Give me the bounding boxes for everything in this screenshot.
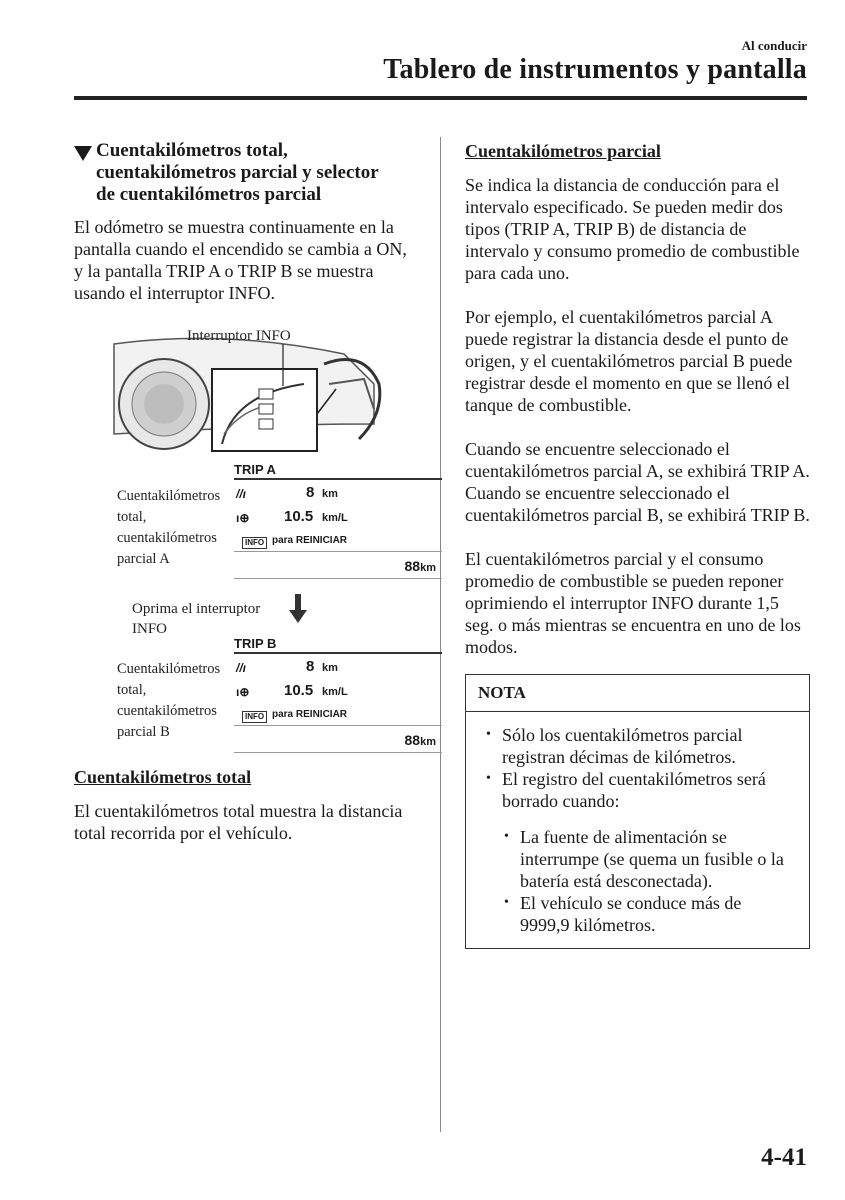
fuel-economy-icon: ı⊕: [236, 685, 250, 699]
distance-icon: //ı: [236, 661, 247, 675]
heading-line-2: cuentakilómetros parcial y selector: [96, 162, 379, 183]
trip-meter-heading: Cuentakilómetros parcial: [465, 141, 661, 161]
trip-b-economy-unit: km/L: [322, 686, 348, 698]
note-box: [465, 674, 810, 949]
trip-a-title: TRIP A: [234, 462, 276, 477]
left-column: [74, 140, 436, 844]
trip-a-caption: Cuentakilómetros total, cuentakilómetros parcial A: [117, 488, 221, 567]
trip-b-reset-text: para REINICIAR: [272, 709, 348, 720]
trip-b-caption: Cuentakilómetros total, cuentakilómetros parcial B: [117, 661, 221, 740]
trip-a-economy-unit: km/L: [322, 512, 348, 524]
info-switch-label: Interruptor INFO: [187, 328, 291, 344]
triangle-marker-icon: [74, 146, 92, 161]
trip-b-distance: 8: [306, 658, 315, 675]
note-sub-item: • El vehículo se conduce más de 9999,9 kilómetros.: [498, 892, 795, 936]
trip-b-info-tag: INFO: [242, 711, 267, 723]
note-sub-item: • La fuente de alimentación se interrumpe (se quema un fusible o la batería está desconectada).: [498, 826, 795, 892]
total-odometer-heading: Cuentakilómetros total: [74, 767, 252, 787]
note-sub-list: [498, 826, 795, 936]
fuel-economy-icon: ı⊕: [236, 511, 250, 525]
trip-paragraph-1: Se indica la distancia de conducción para el intervalo especificado. Se pueden medir dos tipos (TRIP A, TRIP B) de distancia de intervalo y consumo promedio de combustible para cada uno.: [465, 175, 800, 283]
header-rule: [74, 96, 807, 100]
note-title: NOTA: [466, 675, 809, 712]
trip-paragraph-4: El cuentakilómetros parcial y el consumo promedio de combustible se pueden reponer oprimiendo el interruptor INFO durante 1,5 seg. o más mientras se encuentra en uno de los modos.: [465, 549, 801, 657]
page-title: Tablero de instrumentos y pantalla: [383, 54, 807, 85]
trip-b-title: TRIP B: [234, 636, 277, 651]
trip-paragraph-2: Por ejemplo, el cuentakilómetros parcial A puede registrar la distancia desde el punto de origen, y el cuentakilómetros parcial B puede registrar desde el momento en que se llenó el tanque de combustible.: [465, 307, 793, 415]
note-item: • Sólo los cuentakilómetros parcial registran décimas de kilómetros.: [480, 724, 795, 768]
press-info-caption: Oprima el interruptor INFO: [132, 601, 261, 637]
trip-a-distance-unit: km: [322, 488, 338, 500]
trip-a-info-tag: INFO: [242, 537, 267, 549]
total-odometer-text: El cuentakilómetros total muestra la distancia total recorrida por el vehículo.: [74, 801, 403, 843]
column-divider: [440, 137, 441, 1132]
note-list: [480, 724, 795, 812]
section-label: Al conducir: [741, 38, 807, 53]
arrow-down-icon: [289, 594, 307, 624]
trip-b-economy: 10.5: [284, 682, 314, 699]
trip-a-display: [234, 462, 442, 580]
trip-a-total: 88km: [404, 558, 436, 574]
heading-line-3: de cuentakilómetros parcial: [96, 184, 322, 205]
page-number: 4-41: [761, 1144, 807, 1171]
intro-paragraph: El odómetro se muestra continuamente en la pantalla cuando el encendido se cambia a ON, y la pantalla TRIP A o TRIP B se muestra usando el interruptor INFO.: [74, 217, 407, 303]
trip-a-economy: 10.5: [284, 508, 314, 525]
trip-b-distance-unit: km: [322, 662, 338, 674]
heading-line-1: Cuentakilómetros total,: [96, 140, 288, 161]
trip-a-distance: 8: [306, 484, 315, 501]
trip-b-display: [234, 636, 442, 754]
section-heading: [74, 140, 414, 206]
distance-icon: //ı: [236, 487, 247, 501]
trip-paragraph-3: Cuando se encuentre seleccionado el cuentakilómetros parcial A, se exhibirá TRIP A. Cuando se encuentre seleccionado el cuentakilómetros parcial B, se exhibirá TRIP B.: [465, 439, 810, 525]
right-column: [465, 140, 810, 949]
note-item: • El registro del cuentakilómetros será borrado cuando:: [480, 768, 795, 812]
trip-a-reset-text: para REINICIAR: [272, 535, 348, 546]
trip-b-total: 88km: [404, 732, 436, 748]
instrument-figure: [74, 324, 436, 748]
